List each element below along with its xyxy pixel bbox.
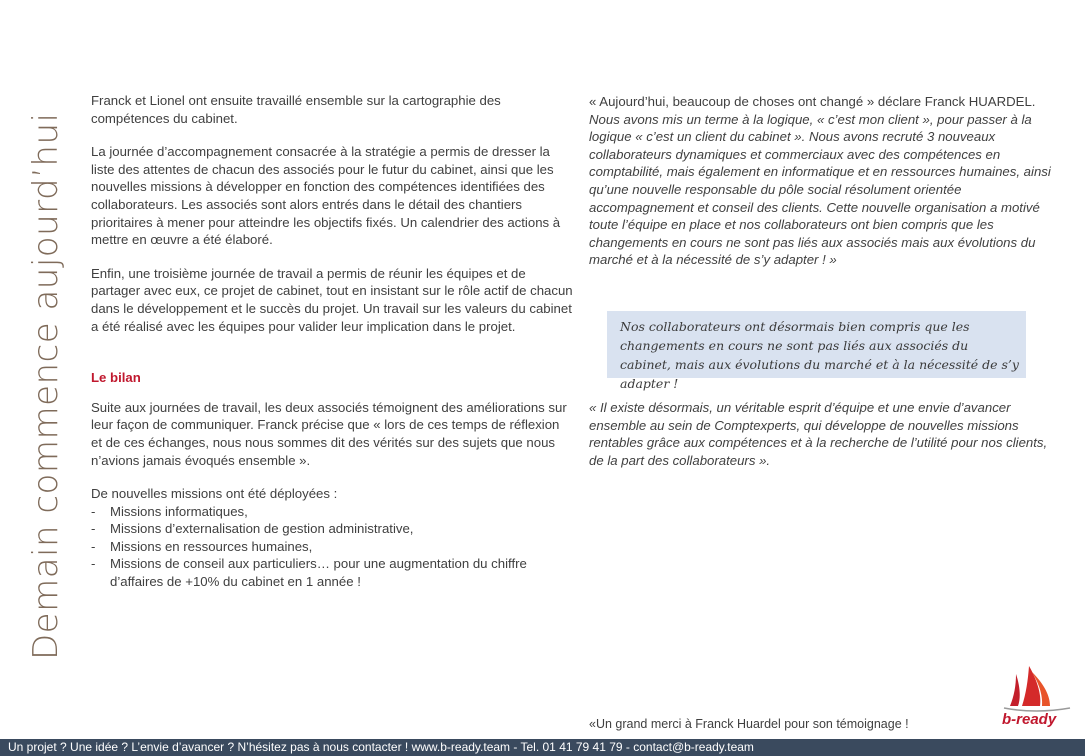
- list-item: - Missions d’externalisation de gestion administrative,: [91, 520, 573, 538]
- paragraph: De nouvelles missions ont été déployées :: [91, 486, 338, 502]
- side-title: Demain commence aujourd’hui: [26, 112, 66, 660]
- paragraph: Enfin, une troisième journée de travail a permis de réunir les équipes et de partager avec eux, ce projet de cabinet, tout en insistant sur le rôle actif de chacun dans le développement et le succès du projet. Un travail sur les valeurs du cabinet a été réalisé avec les équipes pour valider leur implication dans le projet.: [91, 265, 573, 334]
- missions-list: [91, 503, 573, 591]
- quote-paragraph: [589, 93, 1059, 269]
- logo-text: b-ready: [1002, 711, 1057, 728]
- footer-bar: Un projet ? Une idée ? L’envie d’avancer ? N’hésitez pas à nous contacter ! www.b-ready.team - Tel. 01 41 79 41 79 - contact@b-ready.team: [0, 739, 1085, 756]
- quote-lead: « Aujourd’hui, beaucoup de choses ont changé » déclare Franck HUARDEL.: [589, 94, 1036, 109]
- right-column-lower: [589, 399, 1059, 485]
- paragraph: Suite aux journées de travail, les deux associés témoignent des améliorations sur leur façon de communiquer. Franck précise que « lors de ces temps de réflexion et de ces échanges, nous nous sommes dit des vérités sur des sujets que nous n’avions jamais évoqués ensemble ».: [91, 399, 567, 468]
- callout-box: [607, 311, 1026, 391]
- right-column: [589, 93, 1059, 285]
- left-column: [91, 92, 573, 591]
- callout-text: Nos collaborateurs ont désormais bien compris que les changements en cours ne sont pas liés aux associés du cabinet, mais aux évolutions du marché et à la nécessité de s’y adapter !: [620, 319, 1019, 391]
- thanks-text: «Un grand merci à Franck Huardel pour son témoignage !: [589, 717, 909, 731]
- sail-icon: [996, 664, 1078, 730]
- section-heading: Le bilan: [91, 370, 141, 386]
- paragraph: Franck et Lionel ont ensuite travaillé ensemble sur la cartographie des compétences du cabinet.: [91, 93, 501, 126]
- list-item: - Missions informatiques,: [91, 503, 573, 521]
- list-item: - Missions en ressources humaines,: [91, 538, 573, 556]
- list-item: - Missions de conseil aux particuliers… pour une augmentation du chiffre d’affaires de +10% du cabinet en 1 année !: [91, 555, 573, 590]
- paragraph: La journée d’accompagnement consacrée à la stratégie a permis de dresser la liste des attentes de chacun des associés pour le futur du cabinet, ainsi que les nouvelles missions à développer en fonction des compétences identifiées des collaborateurs. Les associés sont alors entrés dans le détail des chantiers prioritaires à mener pour atteindre les objectifs fixés. Un calendrier des actions à mettre en œuvre a été élaboré.: [91, 144, 561, 248]
- quote-paragraph: « Il existe désormais, un véritable esprit d’équipe et une envie d’avancer ensemble au sein de Comptexperts, qui développe de nouvelles missions rentables grâce aux compétences et à la recherche de l’utilité pour nos clients, de la part des collaborateurs ».: [589, 400, 1048, 468]
- quote-body: Nous avons mis un terme à la logique, « c’est mon client », pour passer à la logique « c’est un client du cabinet ». Nous avons recruté 3 nouveaux collaborateurs dynamiques et commerciaux avec des compétences en comptabilité, mais également en informatique et en ressources humaines, ainsi qu’une nouvelle responsable du pôle social résolument orientée accompagnement et conseil des clients. Cette nouvelle organisation a motivé toute l’équipe en place et nos collaborateurs ont bien compris que les changements en cours ne sont pas liés aux associés mais aux évolutions du marché et à la nécessité de s’y adapter ! »: [589, 111, 1051, 268]
- b-ready-logo: [996, 664, 1078, 730]
